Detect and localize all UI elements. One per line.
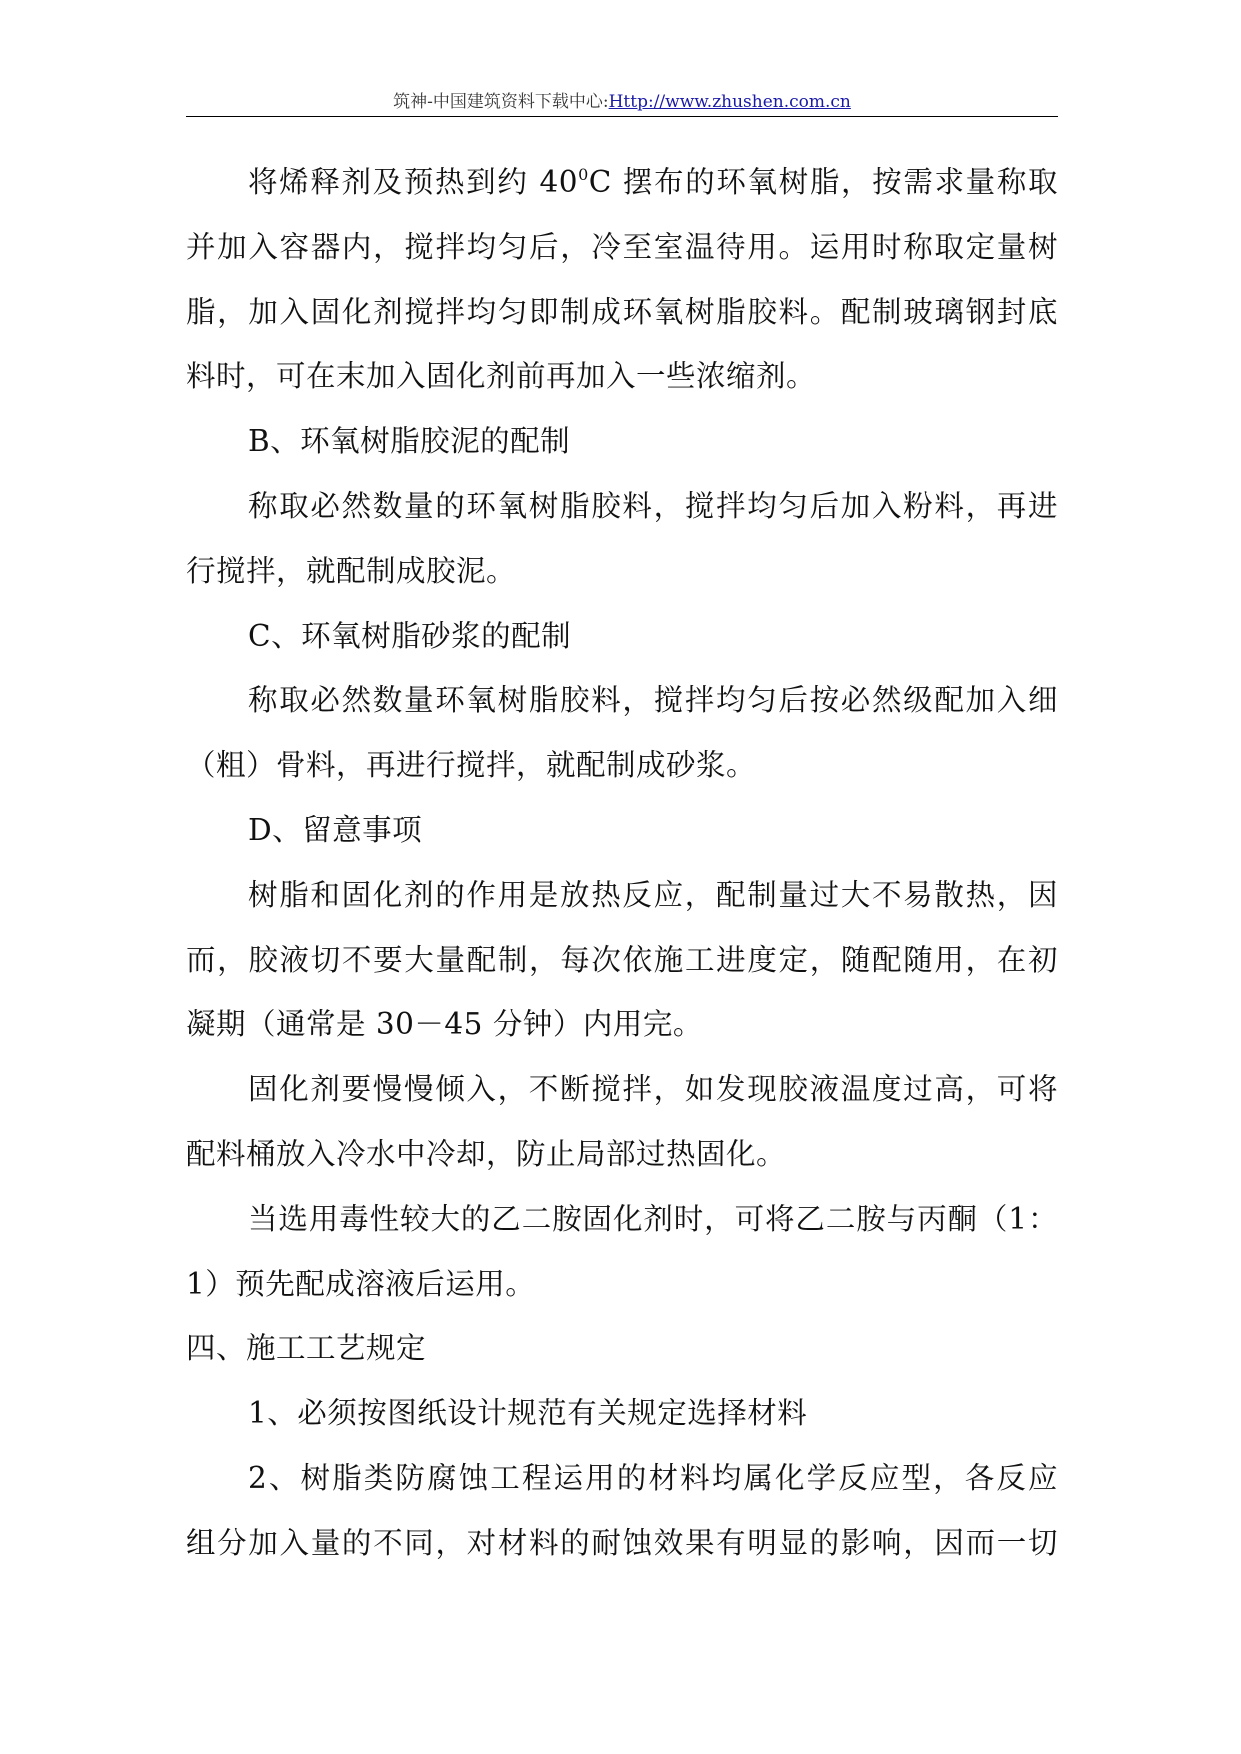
section-heading-c: C、环氧树脂砂浆的配制: [248, 618, 572, 653]
text-line: 固化剂要慢慢倾入，不断搅拌，如发现胶液温度过高，可将: [248, 1072, 1058, 1107]
superscript-zero: 0: [578, 165, 589, 184]
section-heading-d: D、留意事项: [248, 812, 423, 847]
text-line: 料时，可在末加入固化剂前再加入一些浓缩剂。: [186, 359, 817, 394]
header-url-link[interactable]: Http://www.zhushen.com.cn: [608, 92, 851, 112]
text-line: [186, 158, 1058, 223]
list-item-1: 1、必须按图纸设计规范有关规定选择材料: [248, 1396, 808, 1431]
text-line: 当选用毒性较大的乙二胺固化剂时，可将乙二胺与丙酮（1：: [248, 1201, 1058, 1236]
page-header: [186, 90, 1058, 114]
text-line: 配料桶放入冷水中冷却，防止局部过热固化。: [186, 1136, 787, 1171]
text-line: 并加入容器内，搅拌均匀后，冷至室温待用。运用时称取定量树: [186, 229, 1058, 264]
text-line: 1）预先配成溶液后运用。: [186, 1266, 536, 1301]
list-item-2-line: 组分加入量的不同，对材料的耐蚀效果有明显的影响，因而一切: [186, 1525, 1058, 1560]
text-line: 而，胶液切不要大量配制，每次依施工进度定，随配随用，在初: [186, 942, 1058, 977]
text-line: 行搅拌，就配制成胶泥。: [186, 553, 517, 588]
body-text: [186, 158, 1058, 1584]
header-rule: [186, 116, 1058, 117]
section-heading-4: 四、施工工艺规定: [186, 1331, 427, 1366]
text-line: 称取必然数量的环氧树脂胶料，搅拌均匀后加入粉料，再进: [248, 488, 1058, 523]
text-span: 将烯释剂及预热到约 40: [248, 165, 579, 199]
list-item-2-line: 2、树脂类防腐蚀工程运用的材料均属化学反应型，各反应: [248, 1460, 1058, 1495]
text-line: 凝期（通常是 30－45 分钟）内用完。: [186, 1007, 703, 1042]
text-span: C 摆布的环氧树脂，按需求量称取: [588, 165, 1058, 199]
text-line: 称取必然数量环氧树脂胶料，搅拌均匀后按必然级配加入细: [248, 683, 1058, 718]
text-line: （粗）骨料，再进行搅拌，就配制成砂浆。: [186, 748, 757, 783]
section-heading-b: B、环氧树脂胶泥的配制: [248, 424, 571, 459]
text-line: 脂，加入固化剂搅拌均匀即制成环氧树脂胶料。配制玻璃钢封底: [186, 294, 1058, 329]
header-site-text: 筑神-中国建筑资料下载中心:: [393, 92, 609, 112]
text-line: 树脂和固化剂的作用是放热反应，配制量过大不易散热，因: [248, 877, 1058, 912]
